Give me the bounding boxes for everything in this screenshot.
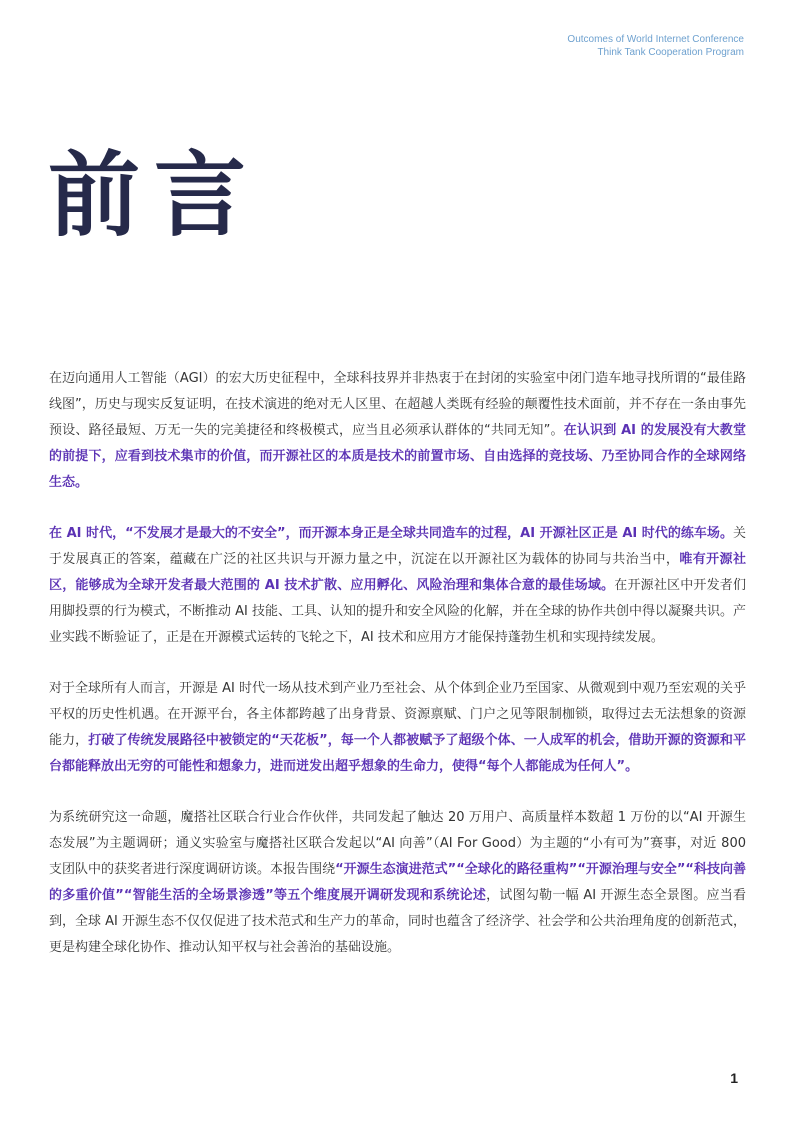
paragraph-3 (49, 676, 746, 780)
report-header (567, 33, 744, 59)
highlighted-text: 打破了传统发展路径中被锁定的“天花板”，每一个人都被赋予了超级个体、一人成军的机会，借助开源的资源和平台都能释放出无穷的可能性和想象力，进而迸发出超乎想象的生命力，使得“每个人都能成为任何人”。 (49, 733, 746, 774)
header-line-1: Outcomes of World Internet Conference (567, 34, 744, 45)
paragraph-1 (49, 366, 746, 496)
paragraph-2 (49, 521, 746, 651)
text-span: ，试图勾勒一幅 AI 开源生态全景图。应当看到，全球 AI 开源生态不仅仅促进了技术范式和生产力的革命，同时也蕴含了经济学、社会学和公共治理角度的创新范式，更是构建全球化协作、推动认知平权与社会善治的基础设施。 (49, 888, 746, 955)
highlighted-text: 在 AI 时代，“不发展才是最大的不安全”，而开源本身正是全球共同造车的过程，AI 开源社区正是 AI 时代的练车场。 (49, 526, 733, 541)
text-span: 为系统研究这一命题，魔搭社区联合行业合作伙伴，共同发起了触达 20 万用户、高质量样本数超 1 万份的以“AI 开源生态发展”为主题调研；通义实验室与魔搭社区联合发起以“AI 向善”（AI For Good）为主题的“小有可为”赛事，对近 800 支团队中的获奖者进行深度调研访谈。本报告围绕 (49, 810, 746, 877)
body-text (49, 366, 746, 986)
header-line-2: Think Tank Cooperation Program (597, 47, 744, 58)
text-span: 对于全球所有人而言，开源是 AI 时代一场从技术到产业乃至社会、从个体到企业乃至国家、从微观到中观乃至宏观的关乎平权的历史性机遇。在开源平台，各主体都跨越了出身背景、资源禀赋、门户之见等限制枷锁，取得过去无法想象的资源能力， (49, 681, 746, 748)
highlighted-text: 唯有开源社区，能够成为全球开发者最大范围的 AI 技术扩散、应用孵化、风险治理和集体合意的最佳场域。 (49, 552, 746, 593)
text-span: 在开源社区中开发者们用脚投票的行为模式，不断推动 AI 技能、工具、认知的提升和安全风险的化解，并在全球的协作共创中得以凝聚共识。产业实践不断验证了，正是在开源模式运转的飞轮之下，AI 技术和应用方才能保持蓬勃生机和实现持续发展。 (49, 578, 746, 645)
text-span: 在迈向通用人工智能（AGI）的宏大历史征程中，全球科技界并非热衷于在封闭的实验室中闭门造车地寻找所谓的“最佳路线图”，历史与现实反复证明，在技术演进的绝对无人区里、在超越人类既有经验的颠覆性技术面前，并不存在一条由事先预设、路径最短、万无一失的完美捷径和终极模式，应当且必须承认群体的“共同无知”。 (49, 371, 746, 438)
text-span: 关于发展真正的答案，蕴藏在广泛的社区共识与开源力量之中，沉淀在以开源社区为载体的协同与共治当中， (49, 526, 746, 567)
highlighted-text: “开源生态演进范式”“全球化的路径重构”“开源治理与安全”“科技向善的多重价值”“智能生活的全场景渗透”等五个维度展开调研发现和系统论述 (49, 862, 746, 903)
page-title: 前言 (48, 142, 261, 249)
paragraph-4 (49, 805, 746, 961)
page-number: 1 (730, 1070, 738, 1086)
highlighted-text: 在认识到 AI 的发展没有大教堂的前提下，应看到技术集市的价值，而开源社区的本质是技术的前置市场、自由选择的竞技场、乃至协同合作的全球网络生态。 (49, 423, 746, 490)
